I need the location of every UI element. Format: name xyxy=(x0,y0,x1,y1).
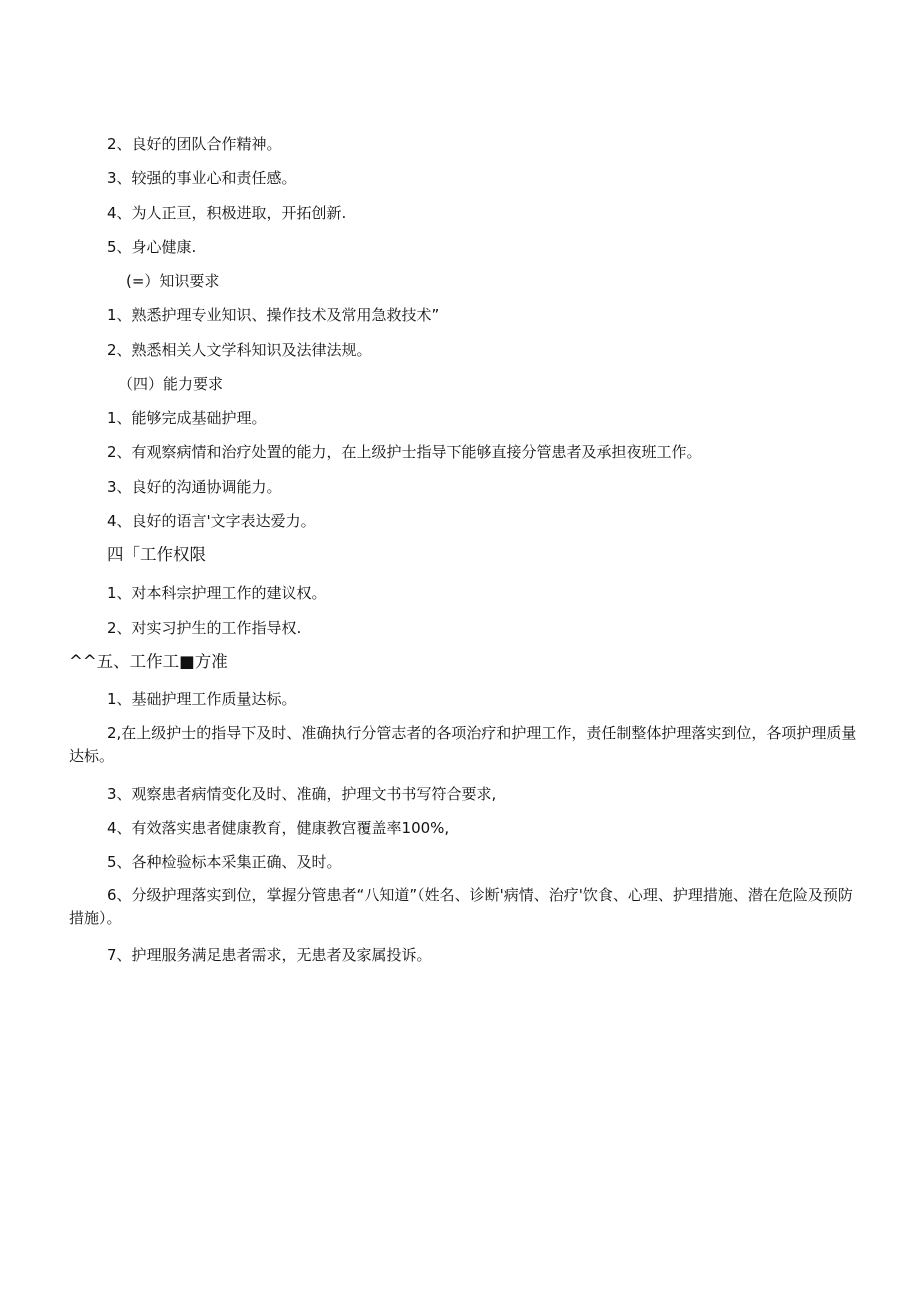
section-heading-ability: （四）能力要求 xyxy=(118,375,224,393)
standard-item-7: 7、护理服务满足患者需求，无患者及家属投诉。 xyxy=(107,946,432,964)
section-heading-authority: 四「工作权限 xyxy=(107,545,206,564)
standard-item-1: 1、基础护理工作质量达标。 xyxy=(107,690,297,708)
knowledge-item-2: 2、熟悉相关人文学科知识及法律法规。 xyxy=(107,341,372,359)
ability-item-2: 2、有观察病情和治疗处置的能力，在上级护士指导下能够直接分管患者及承担夜班工作。 xyxy=(107,443,702,461)
ability-item-3: 3、良好的沟通协调能力。 xyxy=(107,478,282,496)
qualification-item-2: 2、良好的团队合作精神。 xyxy=(107,135,282,153)
qualification-item-3: 3、较强的事业心和责任感。 xyxy=(107,169,297,187)
standard-item-5: 5、各种检验标本采集正确、及时。 xyxy=(107,853,342,871)
authority-item-1: 1、对本科宗护理工作的建议权。 xyxy=(107,584,327,602)
ability-item-1: 1、能够完成基础护理。 xyxy=(107,409,267,427)
standard-item-2: 2,在上级护士的指导下及时、准确执行分管志者的各项治疗和护理工作，责任制整体护理落实到位，各项护理质量达标。 xyxy=(69,724,857,765)
qualification-item-5: 5、身心健康. xyxy=(107,238,197,256)
standard-item-3: 3、观察患者病情变化及时、准确，护理文书书写符合要求, xyxy=(107,785,497,803)
standard-item-6: 6、分级护理落实到位，掌握分管患者“八知道”（姓名、诊断'病情、治疗'饮食、心理、护理措施、潜在危险及预防措施）。 xyxy=(69,886,853,927)
section-heading-knowledge: (=）知识要求 xyxy=(126,272,220,290)
ability-item-4: 4、良好的语言'文字表达爱力。 xyxy=(107,512,316,530)
qualification-item-4: 4、为人正亘，积极进取，开拓创新. xyxy=(107,204,347,222)
standard-item-4: 4、有效落实患者健康教育，健康教宫覆盖率100%, xyxy=(107,819,450,837)
section-heading-standards: ^^五、工作工■方准 xyxy=(69,652,228,671)
authority-item-2: 2、对实习护生的工作指导权. xyxy=(107,619,302,637)
knowledge-item-1: 1、熟悉护理专业知识、操作技术及常用急救技术” xyxy=(107,306,440,324)
